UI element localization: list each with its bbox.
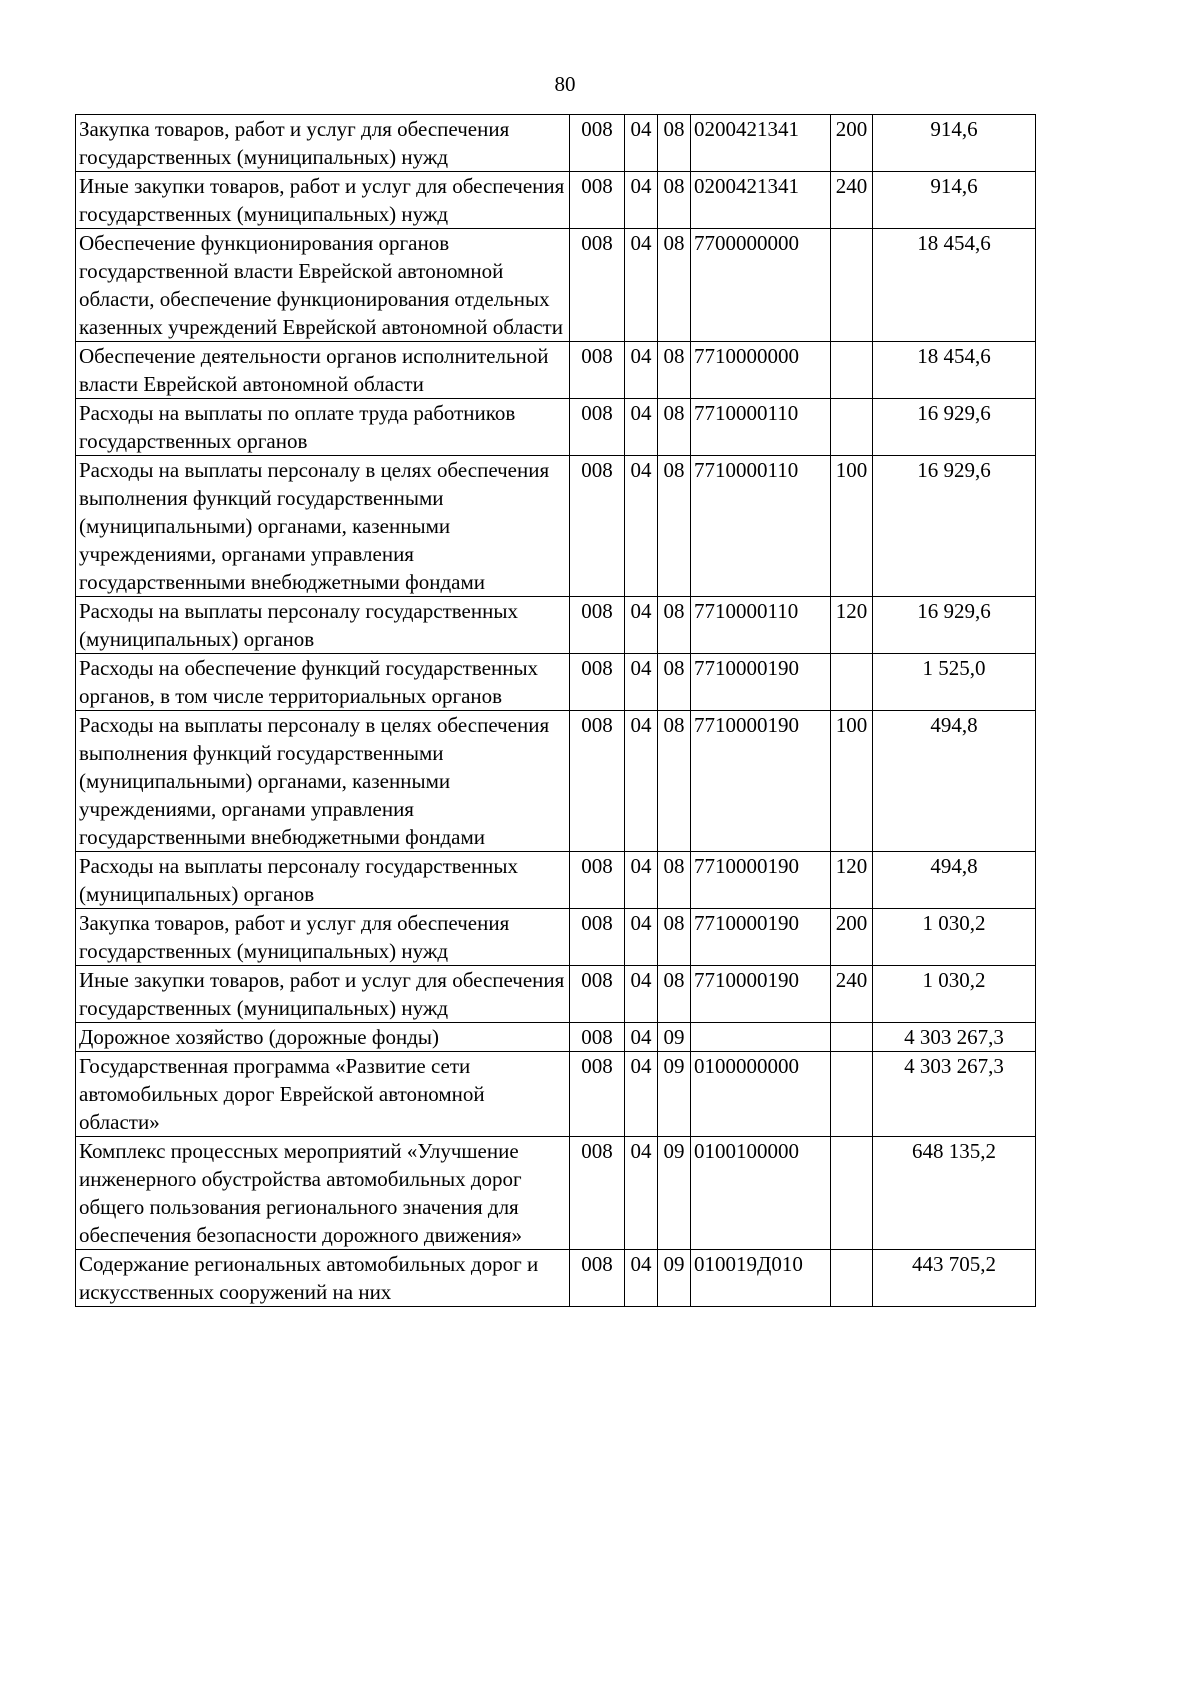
section-code-cell: 04: [625, 966, 658, 1023]
amount-cell: 914,6: [873, 115, 1036, 172]
amount-cell: 1 030,2: [873, 909, 1036, 966]
amount-cell: 494,8: [873, 852, 1036, 909]
expense-type-code-cell: 120: [831, 852, 873, 909]
target-item-code-cell: 7710000190: [691, 966, 831, 1023]
expense-type-code-cell: 240: [831, 172, 873, 229]
amount-cell: 4 303 267,3: [873, 1023, 1036, 1052]
amount-cell: 18 454,6: [873, 342, 1036, 399]
target-item-code-cell: 7710000190: [691, 909, 831, 966]
department-code-cell: 008: [570, 342, 625, 399]
expense-name-cell: Расходы на выплаты персоналу государственных (муниципальных) органов: [76, 852, 570, 909]
section-code-cell: 04: [625, 229, 658, 342]
subsection-code-cell: 08: [658, 597, 691, 654]
expense-type-code-cell: 100: [831, 456, 873, 597]
expense-type-code-cell: 100: [831, 711, 873, 852]
expense-name-cell: Обеспечение функционирования органов государственной власти Еврейской автономной области, обеспечение функционирования отдельных казенных учреждений Еврейской автономной области: [76, 229, 570, 342]
department-code-cell: 008: [570, 852, 625, 909]
target-item-code-cell: 7700000000: [691, 229, 831, 342]
target-item-code-cell: 7710000190: [691, 711, 831, 852]
subsection-code-cell: 08: [658, 399, 691, 456]
amount-cell: 18 454,6: [873, 229, 1036, 342]
table-row: [76, 172, 1036, 229]
expense-type-code-cell: 200: [831, 909, 873, 966]
department-code-cell: 008: [570, 399, 625, 456]
department-code-cell: 008: [570, 909, 625, 966]
section-code-cell: 04: [625, 115, 658, 172]
amount-cell: 16 929,6: [873, 456, 1036, 597]
amount-cell: 494,8: [873, 711, 1036, 852]
target-item-code-cell: 0200421341: [691, 172, 831, 229]
target-item-code-cell: 0200421341: [691, 115, 831, 172]
section-code-cell: 04: [625, 1250, 658, 1307]
expense-type-code-cell: 200: [831, 115, 873, 172]
department-code-cell: 008: [570, 1250, 625, 1307]
subsection-code-cell: 08: [658, 852, 691, 909]
table-row: [76, 456, 1036, 597]
amount-cell: 16 929,6: [873, 399, 1036, 456]
expense-name-cell: Расходы на обеспечение функций государственных органов, в том числе территориальных органов: [76, 654, 570, 711]
department-code-cell: 008: [570, 1023, 625, 1052]
section-code-cell: 04: [625, 172, 658, 229]
amount-cell: 443 705,2: [873, 1250, 1036, 1307]
department-code-cell: 008: [570, 966, 625, 1023]
expense-type-code-cell: [831, 1052, 873, 1137]
department-code-cell: 008: [570, 1052, 625, 1137]
table-row: [76, 852, 1036, 909]
subsection-code-cell: 08: [658, 711, 691, 852]
section-code-cell: 04: [625, 399, 658, 456]
subsection-code-cell: 09: [658, 1052, 691, 1137]
subsection-code-cell: 08: [658, 115, 691, 172]
expense-name-cell: Расходы на выплаты персоналу государственных (муниципальных) органов: [76, 597, 570, 654]
subsection-code-cell: 09: [658, 1250, 691, 1307]
table-row: [76, 342, 1036, 399]
subsection-code-cell: 08: [658, 966, 691, 1023]
subsection-code-cell: 08: [658, 456, 691, 597]
table-row: [76, 1023, 1036, 1052]
expense-name-cell: Расходы на выплаты по оплате труда работников государственных органов: [76, 399, 570, 456]
expense-type-code-cell: [831, 1023, 873, 1052]
expense-type-code-cell: [831, 654, 873, 711]
department-code-cell: 008: [570, 597, 625, 654]
budget-table-body: [76, 115, 1036, 1307]
table-row: [76, 229, 1036, 342]
section-code-cell: 04: [625, 342, 658, 399]
subsection-code-cell: 09: [658, 1137, 691, 1250]
subsection-code-cell: 08: [658, 909, 691, 966]
amount-cell: 4 303 267,3: [873, 1052, 1036, 1137]
expense-name-cell: Расходы на выплаты персоналу в целях обеспечения выполнения функций государственными (муниципальными) органами, казенными учреждениями, органами управления государственными внебюджетными фондами: [76, 456, 570, 597]
expense-type-code-cell: [831, 1137, 873, 1250]
table-row: [76, 1250, 1036, 1307]
table-row: [76, 909, 1036, 966]
target-item-code-cell: 7710000110: [691, 597, 831, 654]
expense-name-cell: Закупка товаров, работ и услуг для обеспечения государственных (муниципальных) нужд: [76, 909, 570, 966]
table-row: [76, 711, 1036, 852]
budget-table: [75, 114, 1036, 1307]
department-code-cell: 008: [570, 456, 625, 597]
subsection-code-cell: 08: [658, 342, 691, 399]
section-code-cell: 04: [625, 654, 658, 711]
target-item-code-cell: 0100000000: [691, 1052, 831, 1137]
department-code-cell: 008: [570, 115, 625, 172]
department-code-cell: 008: [570, 654, 625, 711]
amount-cell: 1 525,0: [873, 654, 1036, 711]
expense-name-cell: Закупка товаров, работ и услуг для обеспечения государственных (муниципальных) нужд: [76, 115, 570, 172]
expense-type-code-cell: 120: [831, 597, 873, 654]
table-row: [76, 1137, 1036, 1250]
target-item-code-cell: 0100100000: [691, 1137, 831, 1250]
amount-cell: 648 135,2: [873, 1137, 1036, 1250]
subsection-code-cell: 09: [658, 1023, 691, 1052]
department-code-cell: 008: [570, 711, 625, 852]
expense-name-cell: Обеспечение деятельности органов исполнительной власти Еврейской автономной области: [76, 342, 570, 399]
expense-name-cell: Иные закупки товаров, работ и услуг для обеспечения государственных (муниципальных) нужд: [76, 172, 570, 229]
subsection-code-cell: 08: [658, 172, 691, 229]
table-row: [76, 654, 1036, 711]
expense-name-cell: Дорожное хозяйство (дорожные фонды): [76, 1023, 570, 1052]
section-code-cell: 04: [625, 711, 658, 852]
target-item-code-cell: 7710000110: [691, 399, 831, 456]
subsection-code-cell: 08: [658, 229, 691, 342]
expense-type-code-cell: 240: [831, 966, 873, 1023]
table-row: [76, 1052, 1036, 1137]
table-row: [76, 597, 1036, 654]
amount-cell: 1 030,2: [873, 966, 1036, 1023]
table-row: [76, 966, 1036, 1023]
table-row: [76, 115, 1036, 172]
section-code-cell: 04: [625, 597, 658, 654]
section-code-cell: 04: [625, 909, 658, 966]
expense-type-code-cell: [831, 229, 873, 342]
expense-type-code-cell: [831, 399, 873, 456]
target-item-code-cell: 7710000190: [691, 654, 831, 711]
department-code-cell: 008: [570, 172, 625, 229]
target-item-code-cell: 7710000110: [691, 456, 831, 597]
expense-name-cell: Комплекс процессных мероприятий «Улучшение инженерного обустройства автомобильных дорог общего пользования регионального значения для обеспечения безопасности дорожного движения»: [76, 1137, 570, 1250]
expense-type-code-cell: [831, 1250, 873, 1307]
amount-cell: 914,6: [873, 172, 1036, 229]
department-code-cell: 008: [570, 1137, 625, 1250]
target-item-code-cell: [691, 1023, 831, 1052]
target-item-code-cell: 7710000000: [691, 342, 831, 399]
expense-name-cell: Содержание региональных автомобильных дорог и искусственных сооружений на них: [76, 1250, 570, 1307]
table-row: [76, 399, 1036, 456]
target-item-code-cell: 7710000190: [691, 852, 831, 909]
section-code-cell: 04: [625, 852, 658, 909]
expense-name-cell: Расходы на выплаты персоналу в целях обеспечения выполнения функций государственными (муниципальными) органами, казенными учреждениями, органами управления государственными внебюджетными фондами: [76, 711, 570, 852]
section-code-cell: 04: [625, 1137, 658, 1250]
expense-type-code-cell: [831, 342, 873, 399]
department-code-cell: 008: [570, 229, 625, 342]
section-code-cell: 04: [625, 1023, 658, 1052]
amount-cell: 16 929,6: [873, 597, 1036, 654]
section-code-cell: 04: [625, 456, 658, 597]
section-code-cell: 04: [625, 1052, 658, 1137]
subsection-code-cell: 08: [658, 654, 691, 711]
page-number: 80: [554, 72, 576, 96]
expense-name-cell: Государственная программа «Развитие сети автомобильных дорог Еврейской автономной области»: [76, 1052, 570, 1137]
expense-name-cell: Иные закупки товаров, работ и услуг для обеспечения государственных (муниципальных) нужд: [76, 966, 570, 1023]
target-item-code-cell: 010019Д010: [691, 1250, 831, 1307]
